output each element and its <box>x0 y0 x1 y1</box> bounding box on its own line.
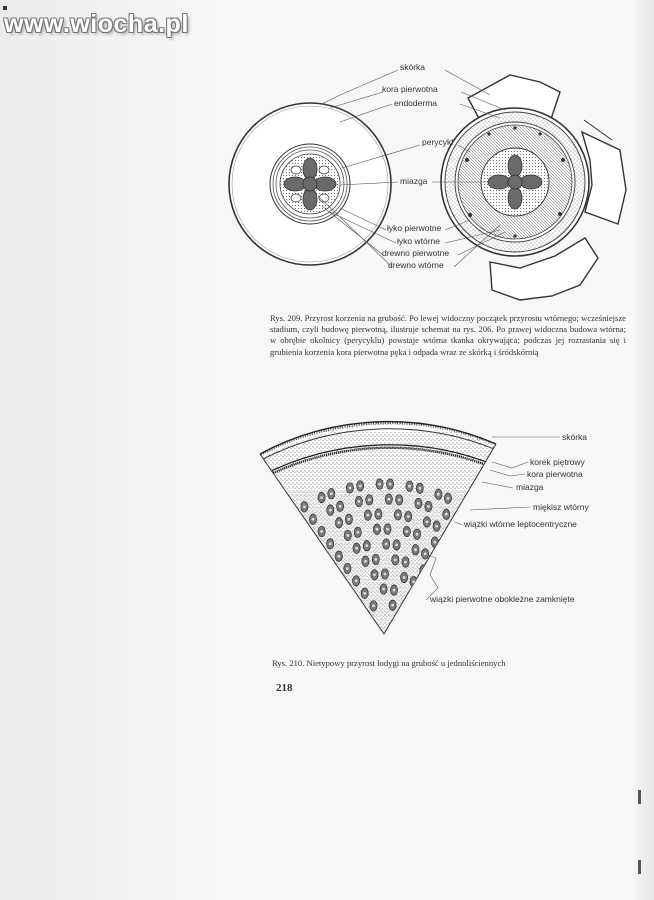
bundle-core <box>418 487 421 490</box>
bundle-core <box>378 483 381 486</box>
label-miazga-2: miazga <box>516 482 544 492</box>
label-miazga: miazga <box>400 176 428 186</box>
bundle-core <box>387 498 390 501</box>
bundle-core <box>364 560 367 563</box>
label-wiazki-pierwotne: wiązki pierwotne obokleżne zamknięte <box>430 594 575 604</box>
bundle-core <box>407 515 410 518</box>
bundle-core <box>433 541 436 544</box>
page-number: 218 <box>276 682 293 694</box>
bundle-core <box>414 548 417 551</box>
label-drewno-wtorne: drewno wtórne <box>388 260 444 270</box>
bundle-core <box>393 589 396 592</box>
bundle-core <box>391 604 394 607</box>
bundle-core <box>348 518 351 521</box>
right-root-section <box>441 75 626 300</box>
bundle-core <box>437 493 440 496</box>
bundle-core <box>386 528 389 531</box>
bundle-core <box>426 521 429 524</box>
figure2-caption: Rys. 210. Nietypowy przyrost łodygi na grubość u jednoliściennych <box>272 658 506 668</box>
bundle-core <box>427 505 430 508</box>
figure1-caption: Rys. 209. Przyrost korzenia na grubość. Po lewej widoczny początek przyrostu wtórnego; wcześniejsze stadium, czyli budowę pierwotną, ilustruje schemat na rys. 206. Po prawej widoczna budowa wtórna; w obrębie okolnicy (perycyklu) powstaje wtórna tkanka okrywająca; podczas jej rozrastania się i grubienia korzenia kora pierwotna pęka i odpada wraz ze skórką i śródskórnią <box>270 313 626 357</box>
bundle-core <box>447 497 450 500</box>
bundle-core <box>358 500 361 503</box>
bundle-core <box>338 521 341 524</box>
bundle-core <box>303 505 306 508</box>
label-endoderma: endoderma <box>394 98 438 108</box>
bundle-core <box>403 576 406 579</box>
bundle-core <box>408 485 411 488</box>
bundle-core <box>395 544 398 547</box>
bundle-core <box>417 502 420 505</box>
label-miekisz-wtorny: miękisz wtórny <box>533 502 589 512</box>
label-skorka-2: skórka <box>562 432 588 442</box>
bundle-core <box>356 531 359 534</box>
bundle-core <box>372 605 375 608</box>
edge-mark <box>638 790 641 804</box>
label-kora-pierwotna-2: kora pierwotna <box>527 469 583 479</box>
bundle-core <box>365 544 368 547</box>
label-skorka: skórka <box>400 62 426 72</box>
vascular-bundle <box>420 565 427 575</box>
bundle-core <box>424 553 427 556</box>
bundle-core <box>384 573 387 576</box>
bundle-core <box>330 492 333 495</box>
bundle-core <box>385 543 388 546</box>
bundle-core <box>367 514 370 517</box>
bundle-core <box>355 580 358 583</box>
bundle-core <box>346 567 349 570</box>
bundle-core <box>320 496 323 499</box>
bundle-core <box>405 530 408 533</box>
label-drewno-pierwotne: drewno pierwotne <box>382 248 450 258</box>
bundle-core <box>312 518 315 521</box>
bundle-core <box>329 542 332 545</box>
bundle-core <box>394 559 397 562</box>
bundle-core <box>445 513 448 516</box>
bundle-core <box>373 573 376 576</box>
bundle-core <box>346 534 349 537</box>
bundle-core <box>404 561 407 564</box>
bundle-core <box>389 483 392 486</box>
bundle-core <box>374 558 377 561</box>
bundle-core <box>355 547 358 550</box>
label-perycykl: perycykl <box>422 137 454 147</box>
label-kora-pierwotna: kora pierwotna <box>382 84 438 94</box>
bundle-core <box>320 530 323 533</box>
stem-sector-figure <box>0 410 654 650</box>
bundle-core <box>337 555 340 558</box>
bundle-core <box>349 487 352 490</box>
bundle-core <box>368 498 371 501</box>
label-lyko-pierwotne: łyko pierwotne <box>387 223 442 233</box>
bundle-core <box>363 592 366 595</box>
bundle-core <box>435 525 438 528</box>
bundle-core <box>397 513 400 516</box>
bundle-core <box>377 513 380 516</box>
bundle-core <box>359 485 362 488</box>
bundle-core <box>339 505 342 508</box>
label-lyko-wtorne: łyko wtórne <box>397 236 440 246</box>
bundle-core <box>329 509 332 512</box>
bundle-core <box>416 533 419 536</box>
root-cross-section-figure <box>0 0 654 310</box>
left-root-section <box>229 103 391 265</box>
bundle-core <box>398 499 401 502</box>
label-wiazki-wtorne: wiązki wtórne leptocentryczne <box>464 519 577 529</box>
bundle-core <box>376 528 379 531</box>
watermark-text: www.wiocha.pl <box>4 10 189 38</box>
label-korek-pietrowy: korek piętrowy <box>530 457 585 467</box>
edge-mark <box>638 860 641 874</box>
bundle-core <box>382 588 385 591</box>
